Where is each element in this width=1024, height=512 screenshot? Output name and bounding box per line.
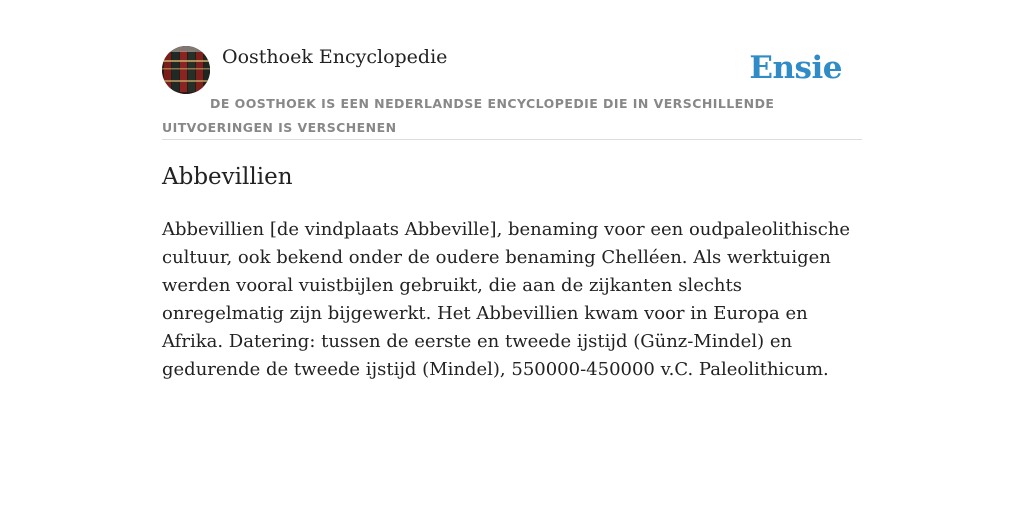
encyclopedia-books-icon[interactable]	[162, 46, 210, 94]
brand-logo[interactable]: Ensie	[749, 50, 842, 86]
article-body: Abbevillien [de vindplaats Abbeville], benaming voor een oudpaleolithische cultuur, ook bekend onder de oudere benaming Chelléen. Als werktuigen werden vooral vuistbijlen gebruikt, die aan de zijkanten slechts onregelmatig zijn bijgewerkt. Het Abbevillien kwam voor in Europa en Afrika. Datering: tussen de eerste en tweede ijstijd (Günz-Mindel) en gedurende de tweede ijstijd (Mindel), 550000-450000 v.C. Paleolithicum.	[162, 219, 851, 380]
source-description: DE OOSTHOEK IS EEN NEDERLANDSE ENCYCLOPEDIE DIE IN VERSCHILLENDE UITVOERINGEN IS VERSCHENEN	[162, 96, 775, 135]
header-divider	[162, 139, 862, 140]
article-title: Abbevillien	[162, 164, 293, 190]
source-title[interactable]: Oosthoek Encyclopedie	[222, 46, 448, 68]
